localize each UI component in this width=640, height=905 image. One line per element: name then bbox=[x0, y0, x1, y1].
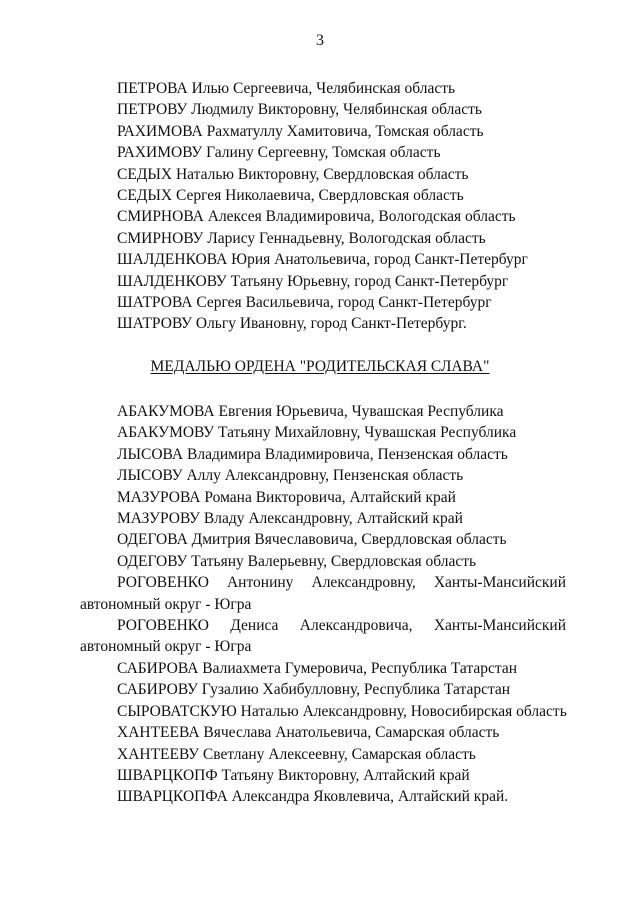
list-item-continuation: автономный округ - Югра bbox=[80, 595, 252, 613]
list-item: ШВАРЦКОПФА Александра Яковлевича, Алтайский край. bbox=[117, 788, 509, 806]
list-item: АБАКУМОВА Евгения Юрьевича, Чувашская Республика bbox=[117, 403, 504, 420]
list-item: МАЗУРОВУ Владу Александровну, Алтайский край bbox=[117, 510, 463, 528]
list-item: СЫРОВАТСКУЮ Наталью Александровну, Новосибирская область bbox=[117, 702, 567, 720]
list-item: СЕДЫХ Сергея Николаевича, Свердловская область bbox=[117, 187, 464, 205]
award-list-first bbox=[80, 78, 566, 335]
award-list-parental-glory bbox=[80, 401, 566, 808]
list-item: АБАКУМОВУ Татьяну Михайловну, Чувашская Республика bbox=[117, 424, 517, 442]
page-number: 3 bbox=[316, 32, 324, 49]
list-item-wrapped bbox=[80, 615, 566, 658]
list-item: РАХИМОВА Рахматуллу Хамитовича, Томская область bbox=[117, 122, 484, 140]
list-item: ШАЛДЕНКОВУ Татьяну Юрьевну, город Санкт-Петербург bbox=[117, 272, 509, 290]
list-item: СМИРНОВУ Ларису Геннадьевну, Вологодская область bbox=[117, 229, 486, 247]
list-item: РАХИМОВУ Галину Сергеевну, Томская область bbox=[117, 144, 441, 162]
list-item: ХАНТЕЕВА Вячеслава Анатольевича, Самарская область bbox=[117, 724, 500, 742]
list-item: САБИРОВУ Гузалию Хабибулловну, Республика Татарстан bbox=[117, 681, 511, 699]
list-item: МАЗУРОВА Романа Викторовича, Алтайский край bbox=[117, 488, 456, 506]
list-item-first-line: РОГОВЕНКО Антонину Александровну, Ханты-Мансийский bbox=[117, 574, 566, 592]
list-item-first-line: РОГОВЕНКО Дениса Александровича, Ханты-Мансийский bbox=[117, 617, 566, 635]
list-item: ПЕТРОВУ Людмилу Викторовну, Челябинская область bbox=[117, 101, 482, 119]
list-item-wrapped bbox=[80, 572, 566, 615]
list-item: САБИРОВА Валиахмета Гумеровича, Республика Татарстан bbox=[117, 659, 518, 677]
list-item: ШАЛДЕНКОВА Юрия Анатольевича, город Санкт-Петербург bbox=[117, 251, 528, 269]
list-item-continuation: автономный округ - Югра bbox=[80, 638, 252, 656]
list-item: ЛЫСОВА Владимира Владимировича, Пензенская область bbox=[117, 445, 508, 463]
list-item: ШАТРОВА Сергея Васильевича, город Санкт-Петербург bbox=[117, 294, 492, 312]
list-item: ОДЕГОВУ Татьяну Валерьевну, Свердловская область bbox=[117, 552, 477, 570]
section-heading: МЕДАЛЬЮ ОРДЕНА "РОДИТЕЛЬСКАЯ СЛАВА" bbox=[150, 358, 490, 375]
list-item: ШАТРОВУ Ольгу Ивановну, город Санкт-Петербург. bbox=[117, 315, 467, 333]
list-item: ОДЕГОВА Дмитрия Вячеславовича, Свердловская область bbox=[117, 531, 507, 549]
list-item: ПЕТРОВА Илью Сергеевича, Челябинская область bbox=[117, 80, 456, 97]
list-item: ЛЫСОВУ Аллу Александровну, Пензенская область bbox=[117, 467, 464, 485]
list-item: ШВАРЦКОПФ Татьяну Викторовну, Алтайский край bbox=[117, 766, 470, 784]
list-item: СМИРНОВА Алексея Владимировича, Вологодская область bbox=[117, 208, 516, 226]
list-item: СЕДЫХ Наталью Викторовну, Свердловская область bbox=[117, 165, 469, 183]
list-item: ХАНТЕЕВУ Светлану Алексеевну, Самарская область bbox=[117, 745, 476, 763]
